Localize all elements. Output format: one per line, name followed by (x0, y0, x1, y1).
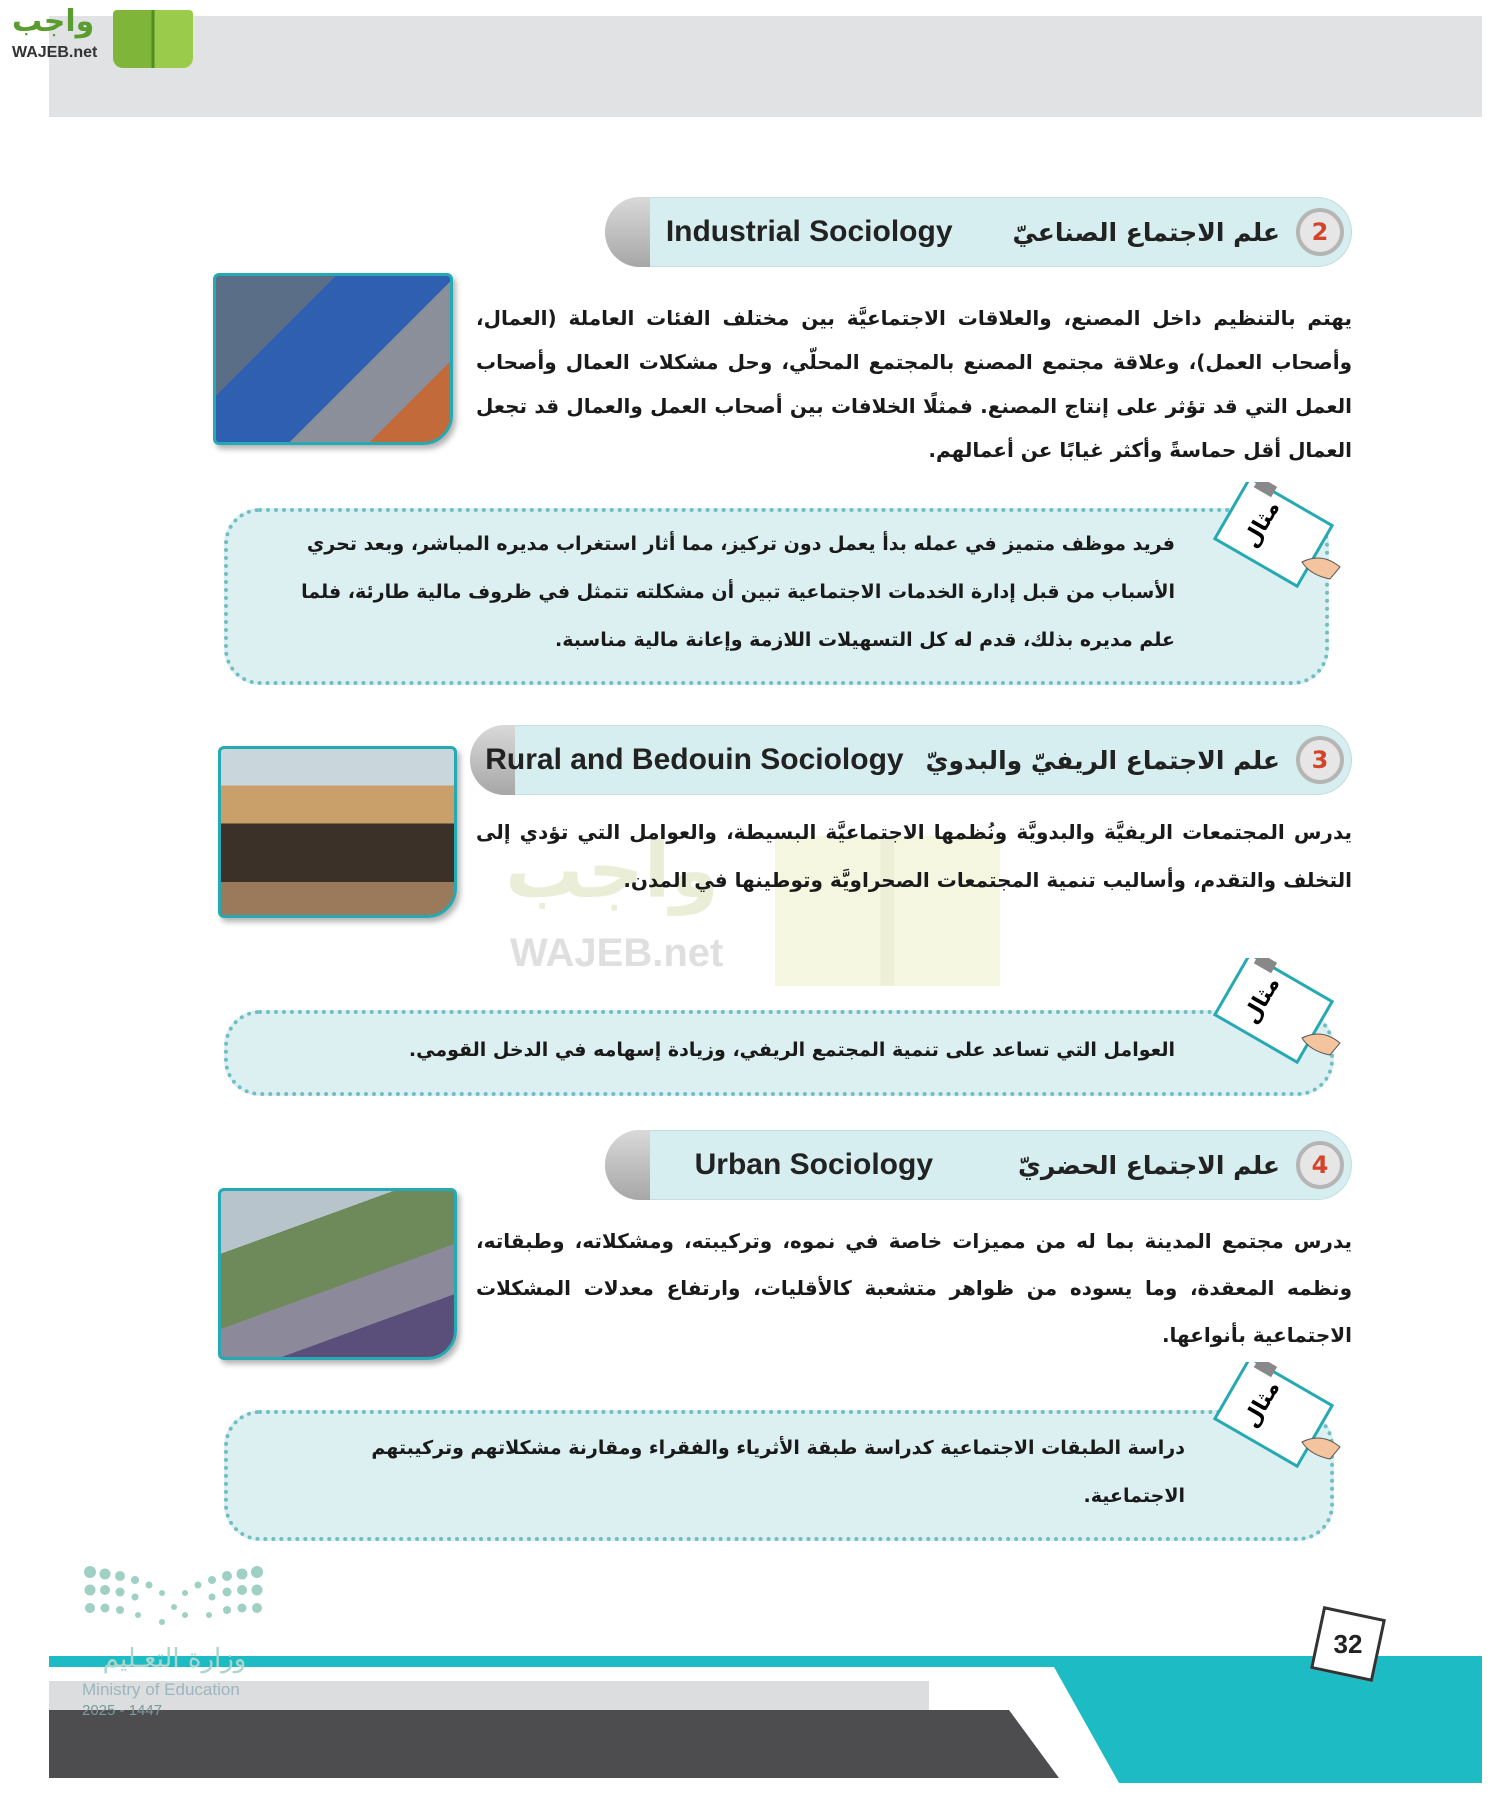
clipboard-example-icon (1182, 1362, 1344, 1476)
example-label: مثال (1238, 972, 1286, 1029)
page-number-badge (1312, 1608, 1384, 1680)
worker-welding-photo (213, 273, 453, 445)
section-paragraph: يدرس المجتمعات الريفيَّة والبدويَّة ونُظمها الاجتماعيَّة البسيطة، والعوامل التي تؤدي إلى التخلف والتقدم، وأساليب تنمية المجتمعات الصحراويَّة وتوطينها في المدن. (476, 820, 1352, 892)
example-text: العوامل التي تساعد على تنمية المجتمع الريفي، وزيادة إسهامه في الدخل القومي. (408, 1039, 1175, 1061)
heading-en: Rural and Bedouin Sociology (485, 743, 904, 776)
heading-ar: علم الاجتماع الحضريّ (1018, 1150, 1280, 1180)
section-heading-industrial (605, 197, 1352, 267)
clipboard-example-icon (1182, 958, 1344, 1072)
watermark-ar: واجب (505, 826, 720, 916)
clipboard-example-icon (1182, 482, 1344, 596)
watermark-en: WAJEB.net (510, 931, 724, 975)
logo-text-ar: واجب (12, 4, 95, 39)
footer-teal-shape (1054, 1667, 1482, 1783)
section-heading-urban (605, 1130, 1352, 1200)
example-label: مثال (1238, 496, 1286, 553)
header-bar (49, 16, 1482, 117)
example-text: دراسة الطبقات الاجتماعية كدراسة طبقة الأثرياء والفقراء ومقارنة مشكلاتهم وتركيبتهم الاجتماعية. (371, 1437, 1185, 1507)
heading-en: Industrial Sociology (665, 215, 953, 248)
city-street-photo (218, 1188, 457, 1360)
section-paragraph: يهتم بالتنظيم داخل المصنع، والعلاقات الاجتماعيَّة بين مختلف الفئات العاملة (العمال، وأصحاب العمل)، وعلاقة مجتمع المصنع بالمجتمع المحلّي، وحل مشكلات العمال وأصحاب العمل التي قد تؤثر على إنتاج المصنع. فمثلًا الخلافات بين أصحاب العمل والعمال قد تجعل العمال أقل حماسةً وأكثر غيابًا عن أعمالهم. (476, 306, 1352, 462)
bedouin-tent-photo (218, 746, 457, 918)
section-number: 4 (1296, 1141, 1344, 1189)
section-paragraph: يدرس مجتمع المدينة بما له من مميزات خاصة في نموه، وتركيبته، ومشكلاته، وطبقاته، ونظمه المعقدة، وما يسوده من ظواهر متشعبة كالأقليات، وارتفاع معدلات المشكلات الاجتماعية بأنواعها. (476, 1229, 1352, 1347)
heading-en: Urban Sociology (694, 1148, 933, 1181)
edition-year: 2025 - 1447 (82, 1702, 163, 1719)
section-heading-rural (470, 725, 1352, 795)
ministry-name-en: Ministry of Education (82, 1680, 240, 1699)
example-label: مثال (1238, 1376, 1286, 1433)
ministry-name-ar: وزارة التعـليم (102, 1644, 247, 1674)
page-number: 32 (1333, 1628, 1363, 1659)
wajeb-logo[interactable] (8, 4, 193, 70)
section-number: 2 (1296, 208, 1344, 256)
ministry-logo (82, 1560, 272, 1730)
logo-text-en: WAJEB.net (12, 44, 98, 61)
example-text: فريد موظف متميز في عمله بدأ يعمل دون تركيز، مما أثار استغراب مديره المباشر، وبعد تحري الأسباب من قبل إدارة الخدمات الاجتماعية تبين أن مشكلته تتمثل في ظروف مالية طارئة، فلما علم مديره بذلك، قدم له كل التسهيلات اللازمة وإعانة مالية مناسبة. (301, 533, 1175, 651)
heading-cap (605, 197, 650, 267)
ministry-dots-icon (82, 1560, 267, 1640)
heading-ar: علم الاجتماع الريفيّ والبدويّ (925, 745, 1280, 775)
section-number: 3 (1296, 736, 1344, 784)
book-icon (113, 10, 193, 68)
heading-cap (605, 1130, 650, 1200)
heading-ar: علم الاجتماع الصناعيّ (1012, 217, 1280, 247)
